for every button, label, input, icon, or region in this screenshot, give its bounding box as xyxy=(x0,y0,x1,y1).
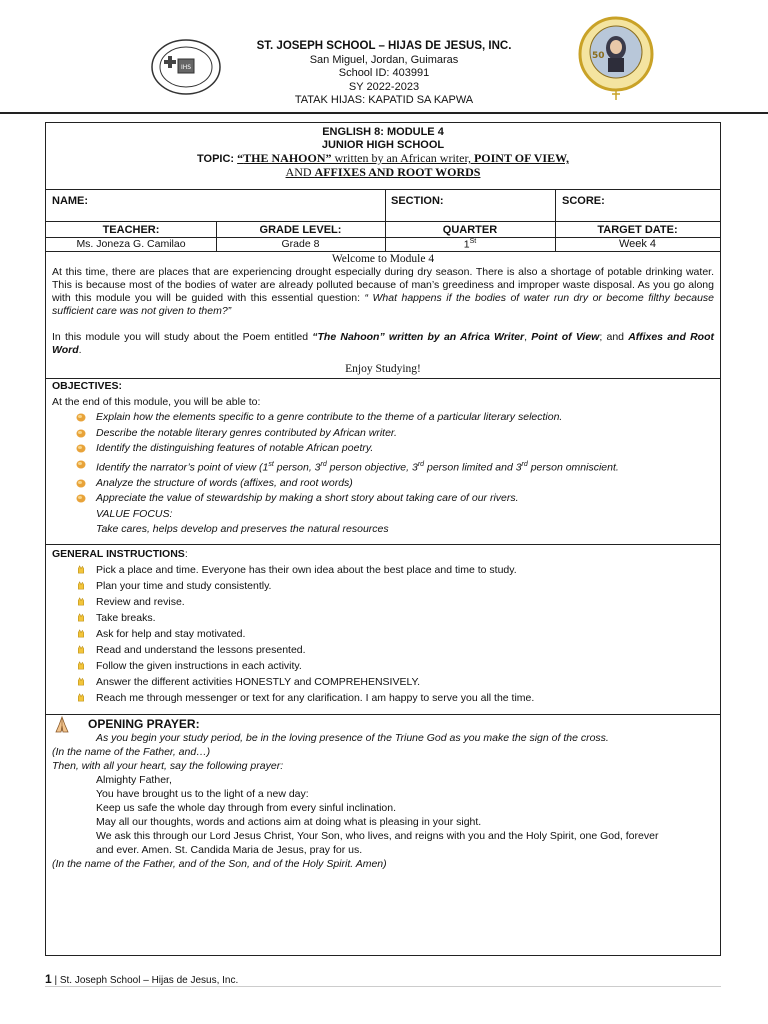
module-document xyxy=(45,122,721,956)
instruction-item: Review and revise. xyxy=(52,594,714,610)
prayer-sign-of-cross: (In the name of the Father, and…) xyxy=(52,746,211,758)
intro-paragraph: At this time, there are places that are experiencing drought especially during dry season. There is also a shortage of potable drinking water. This is because most of the bodies of water are already polluted because of man’s greediness and improper waste disposal. As you go along with this module you will be guided with this essential question: “ What happens if the bodies of water run dry or become filthy because sufficient care was not given to them?” xyxy=(52,266,714,317)
school-info xyxy=(220,40,548,108)
essential-question: “ What happens if the bodies of water run dry or become filthy because sufficient care was not given to them?” xyxy=(52,292,714,317)
objective-item: Appreciate the value of stewardship by making a short story about taking care of our rivers. xyxy=(52,491,714,507)
prayer-instruction: As you begin your study period, be in the loving presence of the Triune God as you make the sign of the cross. xyxy=(96,732,609,744)
school-name: ST. JOSEPH SCHOOL – HIJAS DE JESUS, INC. xyxy=(256,40,512,52)
teacher-info-row xyxy=(46,221,720,251)
header-divider xyxy=(0,112,768,114)
prayer-closing: (In the name of the Father, and of the Son, and of the Holy Spirit. Amen) xyxy=(52,858,387,870)
page-number: 1 xyxy=(45,972,52,986)
school-motto: TATAK HIJAS: KAPATID SA KAPWA xyxy=(294,94,474,106)
instruction-item: Answer the different activities HONESTLY and COMPREHENSIVELY. xyxy=(52,674,714,690)
school-year: SY 2022-2023 xyxy=(348,80,420,93)
instruction-item: Plan your time and study consistently. xyxy=(52,578,714,594)
section-label: SECTION: xyxy=(391,195,444,207)
footer-divider xyxy=(45,986,721,987)
value-focus-label: VALUE FOCUS: xyxy=(96,507,173,520)
objectives-heading: OBJECTIVES: xyxy=(52,380,123,392)
objectives-list xyxy=(52,410,714,507)
prayer-body: Almighty Father, You have brought us to the light of a new day: Keep us safe the whole day through from every sinful inclination. May all our thoughts, words and actions aim at doing what is pleasing in your sight. We ask this through our Lord Jesus Christ, Your Son, who lives, and reigns with you and the Holy Spirit, one God, forever and ever. Amen. St. Candida Maria de Jesus, pray for us. xyxy=(96,774,659,856)
quarter-value: 1St xyxy=(463,238,477,251)
bullet-icon xyxy=(76,429,86,438)
hand-bullet-icon xyxy=(76,565,86,574)
opening-prayer-section xyxy=(46,714,720,957)
school-id: School ID: 403991 xyxy=(338,67,430,79)
objective-item: Identify the narrator’s point of view (1st person, 3rd person objective, 3rd person limited and 3rd person omniscient. xyxy=(52,457,714,476)
bullet-icon xyxy=(76,494,86,503)
objectives-section xyxy=(46,378,720,544)
hand-bullet-icon xyxy=(76,629,86,638)
grade-level-label: GRADE LEVEL: xyxy=(259,224,342,236)
module-topic: TOPIC: “THE NAHOON” written by an African writer, POINT OF VIEW, xyxy=(197,151,569,165)
instruction-item: Take breaks. xyxy=(52,610,714,626)
objective-item: Explain how the elements specific to a genre contribute to the theme of a particular literary selection. xyxy=(52,410,714,426)
bullet-icon xyxy=(76,444,86,453)
objective-item: Identify the distinguishing features of notable African poetry. xyxy=(52,441,714,457)
module-level: JUNIOR HIGH SCHOOL xyxy=(321,139,445,151)
page-footer: 1 | St. Joseph School – Hijas de Jesus, Inc. xyxy=(45,972,239,986)
student-fields-row xyxy=(46,189,720,221)
enjoy-studying: Enjoy Studying! xyxy=(345,363,421,375)
general-instructions-section xyxy=(46,544,720,714)
score-label: SCORE: xyxy=(562,195,605,207)
instruction-item: Ask for help and stay motivated. xyxy=(52,626,714,642)
module-title: ENGLISH 8: MODULE 4 xyxy=(322,126,444,138)
hand-bullet-icon xyxy=(76,693,86,702)
intro-paragraph-2: In this module you will study about the Poem entitled “The Nahoon” written by an Africa Writer, Point of View; and Affixes and Root Word. xyxy=(52,331,714,356)
prayer-lead: Then, with all your heart, say the following prayer: xyxy=(52,760,284,772)
instructions-heading: GENERAL INSTRUCTIONS: xyxy=(52,548,188,560)
school-seal-right xyxy=(572,14,660,100)
hand-bullet-icon xyxy=(76,661,86,670)
instruction-item: Read and understand the lessons presented. xyxy=(52,642,714,658)
hand-bullet-icon xyxy=(76,645,86,654)
instruction-item: Follow the given instructions in each activity. xyxy=(52,658,714,674)
hand-bullet-icon xyxy=(76,597,86,606)
svg-text:50: 50 xyxy=(592,51,605,61)
hand-bullet-icon xyxy=(76,581,86,590)
bullet-icon xyxy=(76,413,86,422)
value-focus-text: Take cares, helps develop and preserves the natural resources xyxy=(96,523,389,535)
target-date-label: TARGET DATE: xyxy=(597,224,678,236)
objective-item: Analyze the structure of words (affixes, and root words) xyxy=(52,476,714,492)
bullet-icon xyxy=(76,460,86,469)
school-seal-left xyxy=(150,38,222,96)
welcome-heading: Welcome to Module 4 xyxy=(331,253,435,265)
teacher-value: Ms. Joneza G. Camilao xyxy=(76,238,186,250)
target-date-value: Week 4 xyxy=(618,238,657,250)
instruction-item: Pick a place and time. Everyone has their own idea about the best place and time to study. xyxy=(52,562,714,578)
module-topic-cont: AND AFFIXES AND ROOT WORDS xyxy=(285,165,481,179)
quarter-label: QUARTER xyxy=(442,224,498,236)
praying-hands-icon xyxy=(53,716,71,734)
teacher-label: TEACHER: xyxy=(102,224,160,236)
instruction-item: Reach me through messenger or text for any clarification. I am happy to serve you all the time. xyxy=(52,690,714,706)
instructions-list xyxy=(52,562,714,706)
bullet-icon xyxy=(76,479,86,488)
objectives-lead: At the end of this module, you will be able to: xyxy=(52,395,261,408)
hand-bullet-icon xyxy=(76,677,86,686)
hand-bullet-icon xyxy=(76,613,86,622)
module-title-block xyxy=(46,123,720,189)
footer-text: St. Joseph School – Hijas de Jesus, Inc. xyxy=(59,975,239,986)
svg-text:IHS: IHS xyxy=(180,64,192,71)
school-address: San Miguel, Jordan, Guimaras xyxy=(309,53,459,66)
page-header xyxy=(0,0,768,112)
objective-item: Describe the notable literary genres contributed by African writer. xyxy=(52,426,714,442)
grade-level-value: Grade 8 xyxy=(281,238,320,250)
prayer-heading: OPENING PRAYER: xyxy=(88,717,200,731)
name-label: NAME: xyxy=(52,195,89,207)
module-introduction xyxy=(46,251,720,378)
